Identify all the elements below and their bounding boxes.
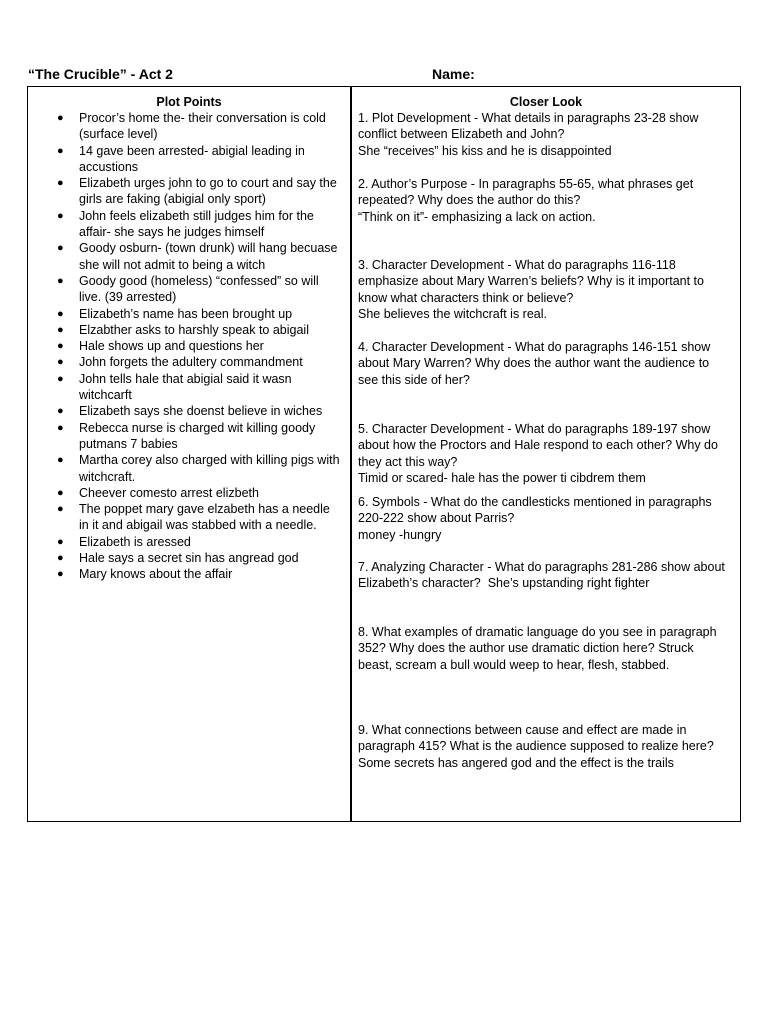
list-item: ● Rebecca nurse is charged wit killing goody putmans 7 babies: [57, 420, 316, 451]
answer-text: Some secrets has angered god and the effect is the trails: [358, 755, 674, 770]
plot-points-column: [28, 87, 350, 821]
worksheet-title: “The Crucible” - Act 2: [28, 66, 173, 82]
list-item: ● Hale says a secret sin has angread god: [57, 551, 299, 566]
bullet-icon: ●: [57, 177, 64, 190]
list-item: ● Elizabeth says she doenst believe in wiches: [57, 404, 323, 419]
bullet-icon: ●: [57, 112, 64, 124]
answer-text: money -hungry: [358, 527, 442, 542]
question-block: [358, 257, 730, 339]
list-item: ● John forgets the adultery commandment: [57, 355, 303, 370]
bullet-icon: ●: [57, 323, 64, 336]
list-item: ● Martha corey also charged with killing pigs with witchcraft.: [57, 453, 340, 484]
list-item: ● The poppet mary gave elzabeth has a needle in it and abigail was stabbed with a needle.: [57, 502, 330, 533]
list-item: ● Hale shows up and questions her: [57, 339, 264, 354]
bullet-icon: ●: [57, 144, 64, 157]
bullet-icon: ●: [57, 568, 64, 581]
plot-points-heading: Plot Points: [156, 95, 222, 109]
list-item: ● Goody osburn- (town drunk) will hang becuase she will not admit to being a witch: [57, 241, 338, 272]
list-item: ● Cheever comesto arrest elizbeth: [57, 485, 259, 500]
closer-look-questions: [352, 110, 740, 771]
bullet-icon: ●: [57, 209, 64, 222]
list-item: ● Goody good (homeless) “confessed” so will live. (39 arrested): [57, 273, 319, 305]
question-block: [358, 624, 730, 722]
worksheet-table: [27, 86, 741, 822]
bullet-icon: ●: [57, 405, 64, 418]
question-block: [358, 722, 730, 771]
bullet-icon: ●: [57, 535, 64, 548]
list-item: ● Mary knows about the affair: [57, 567, 233, 582]
closer-look-column: [352, 87, 740, 821]
bullet-icon: ●: [57, 242, 64, 255]
bullet-icon: ●: [57, 552, 64, 565]
list-item: ● 14 gave been arrested- abigial leading in accustions: [57, 143, 305, 174]
bullet-icon: ●: [57, 274, 64, 287]
question-block: [358, 176, 730, 257]
worksheet-header: [28, 66, 740, 84]
question-text: 7. Analyzing Character - What do paragraphs 281-286 show about Elizabeth’s character?: [358, 560, 725, 591]
list-item: ● Elizabeth is aressed: [57, 534, 191, 549]
question-text: 5. Character Development - What do paragraphs 189-197 show about how the Proctors and Hale respond to each other? Why do they act this way?: [358, 422, 718, 469]
bullet-icon: ●: [57, 356, 64, 369]
list-item: ● Elizabeth urges john to go to court and say the girls are faking (abigial only sport): [57, 176, 337, 207]
bullet-icon: ●: [57, 454, 64, 467]
question-text: 2. Author’s Purpose - In paragraphs 55-65, what phrases get repeated? Why does the author do this?: [358, 177, 694, 208]
bullet-icon: ●: [57, 421, 64, 434]
answer-text: Timid or scared- hale has the power ti cibdrem them: [358, 470, 646, 485]
list-item: ● Procor’s home the- their conversation is cold (surface level): [57, 111, 326, 142]
answer-text: She “receives” his kiss and he is disappointed: [358, 143, 612, 158]
question-block: [358, 339, 730, 421]
question-text: 9. What connections between cause and effect are made in paragraph 415? What is the audience supposed to realize here?: [358, 723, 714, 754]
bullet-icon: ●: [57, 372, 64, 385]
name-label: Name:: [432, 66, 475, 82]
question-block: [358, 559, 730, 624]
question-block: [358, 494, 730, 559]
bullet-icon: ●: [57, 340, 64, 353]
bullet-icon: ●: [57, 503, 64, 516]
list-item: ● Elizabeth’s name has been brought up: [57, 306, 293, 321]
answer-text: “Think on it”- emphasizing a lack on action.: [358, 209, 596, 224]
list-item: ● John tells hale that abigial said it wasn witchcarft: [57, 371, 292, 403]
bullet-icon: ●: [57, 307, 64, 320]
question-text: 4. Character Development - What do paragraphs 146-151 show about Mary Warren? Why does the author want the audience to see this side of her?: [358, 340, 711, 387]
answer-text: Struck beast, scream a bull would weep to hear, flesh, stabbed.: [358, 641, 694, 672]
question-text: 1. Plot Development - What details in paragraphs 23-28 show conflict between Elizabeth and John?: [358, 111, 699, 142]
list-item: ● Elzabther asks to harshly speak to abigail: [57, 322, 309, 337]
plot-points-list: [28, 110, 350, 583]
answer-text: She’s upstanding right fighter: [487, 576, 650, 591]
list-item: ● John feels elizabeth still judges him for the affair- she says he judges himself: [57, 208, 314, 240]
bullet-icon: ●: [57, 486, 64, 499]
closer-look-heading: Closer Look: [509, 95, 583, 109]
answer-text: She believes the witchcraft is real.: [358, 306, 547, 321]
question-text: 3. Character Development - What do paragraphs 116-118 emphasize about Mary Warren’s beliefs? Why is it important to know what characters think or believe?: [358, 258, 704, 305]
question-block: [358, 110, 730, 176]
question-text: 6. Symbols - What do the candlesticks mentioned in paragraphs 220-222 show about Parris?: [358, 495, 712, 526]
question-text: 8. What examples of dramatic language do you see in paragraph 352? Why does the author use dramatic diction here?: [358, 625, 717, 656]
question-block: [358, 421, 730, 494]
